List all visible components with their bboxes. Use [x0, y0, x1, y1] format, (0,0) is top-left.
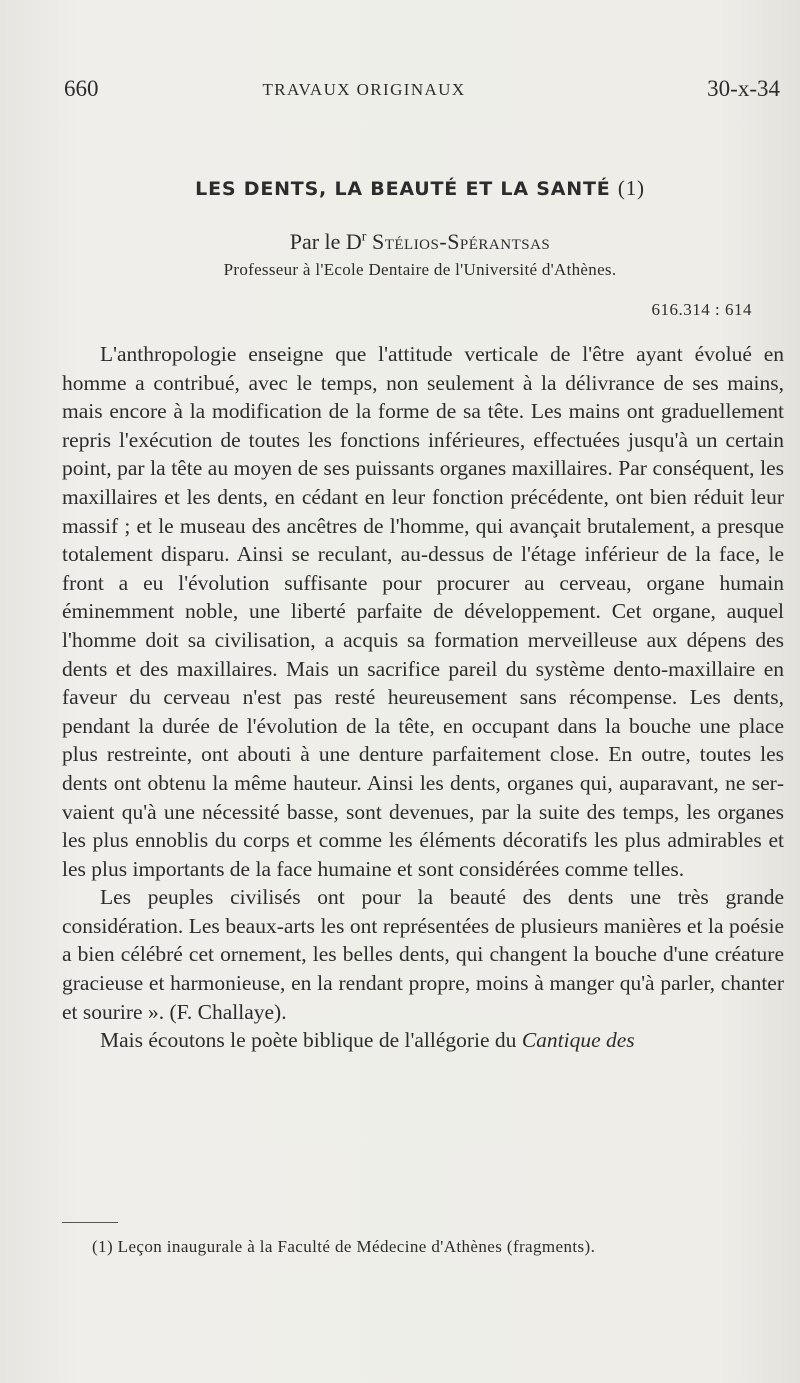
section-title: TRAVAUX ORIGINAUX [262, 80, 466, 99]
title-footnote-mark: (1) [617, 176, 645, 200]
article-title-text: LES DENTS, LA BEAUTÉ ET LA SANTÉ [195, 178, 611, 200]
author-title-superscript: r [361, 229, 367, 245]
body-paragraph: Les peuples civilisés ont pour la beauté des dents une très grande considération. Les beaux-arts les ont représentées de plusieurs manières et la poésie a bien célébré cet ornement, les belles dents, qui changent la bouche d'une créature gracieuse et harmonieuse, en la rendant propre, moins à manger qu'à parler, chanter et sourire ». (F. Challaye). [62, 885, 784, 1024]
author-prefix: Par le D [289, 229, 362, 254]
running-head [64, 76, 784, 106]
footnote: (1) Leçon inaugurale à la Faculté de Médecine d'Athènes (fragments). [92, 1237, 596, 1256]
body-paragraph-last [62, 1026, 784, 1055]
author-line [60, 229, 780, 255]
issue-date: 30-x-34 [707, 76, 780, 101]
classification-code: 616.314 : 614 [651, 300, 752, 319]
article-title [60, 176, 780, 201]
page-number: 660 [64, 76, 99, 101]
author-name: Stélios-Spérantsas [371, 229, 551, 254]
cantique-italic: Cantique des [521, 1028, 635, 1053]
footnote-divider [62, 1222, 118, 1223]
author-affiliation: Professeur à l'Ecole Dentaire de l'Université d'Athènes. [223, 260, 617, 279]
body-paragraph: L'anthropologie enseigne que l'attitude verticale de l'être ayant évolué en homme a contribué, avec le temps, non seulement à la délivrance de ses mains, mais encore à la modification de la forme de sa tête. Les mains ont graduellement repris l'exécution de toutes les fonctions inférieures, effectuées jusqu'à un certain point, par la tête au moyen de ses puissants organes maxillaires. Par conséquent, les maxillaires et les dents, en cédant en leur fonction précédente, ont bien réduit leur massif ; et le museau des ancêtres de l'homme, qui avançait brutalement, a presque totalement disparu. Ainsi se reculant, au-dessus de l'étage inférieur de la face, le front a eu l'évolution suffisante pour procurer au cerveau, organe humain éminemment noble, une liberté parfaite de développement. Cet organe, auquel l'homme doit sa civilisation, a acquis sa formation merveilleuse aux dépens des dents et des maxillaires. Mais un sacrifice pareil du système dento-maxillaire en faveur du cerveau n'est pas resté heureusement sans récompense. Les dents, pendant la durée de l'évolution de la tête, en occupant dans la bouche une place plus restreinte, ont abouti à une denture parfaitement close. En outre, toutes les dents ont obtenu la même hauteur. Ainsi les dents, organes qui, auparavant, ne servaient qu'à une nécessité basse, sont devenues, par la suite des temps, les organes les plus ennoblis du corps et comme les éléments décoratifs les plus admirables et les plus importants de la face humaine et sont considérées comme telles. [62, 342, 784, 881]
last-paragraph-text: Mais écoutons le poète biblique de l'allégorie du [100, 1028, 517, 1053]
article-body [62, 340, 784, 1055]
